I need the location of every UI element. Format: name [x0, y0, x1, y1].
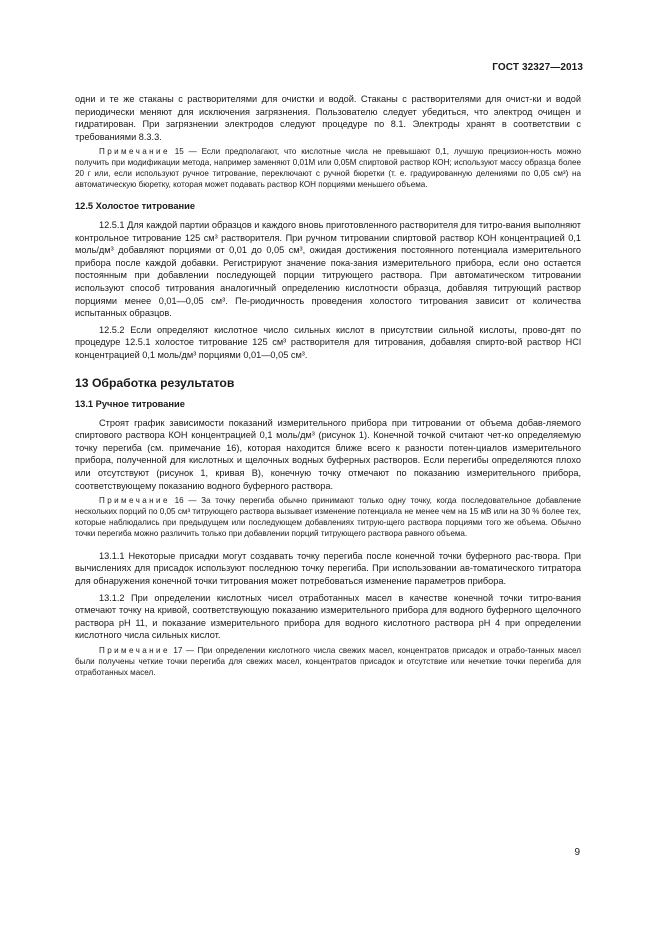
paragraph: Строят график зависимости показаний измерительного прибора при титровании от объема добав-ляемого спиртового раствора КОН концентрацией 0,1 моль/дм³ (рисунок 1). Конечной точкой считают чет-ко определяемую точку перегиба (см. примечание 16), которая находится ближе всего к разности потен-циалов измерительного прибора, полученной для кислотных и щелочных водных буферных растворов. Если перегибы определяются плохо или отсутствуют (рисунок 1, кривая В), конечную точку отмечают по показанию измерительного прибора, соответствующему показанию водного буферного раствора. [75, 417, 581, 491]
note-text: 16 — За точку перегиба обычно принимают только одну точку, когда последовательное добавление нескольких порций по 0,05 см³ титрующего раствора вызывает изменение потенциала не менее чем на 15 мВ или на 30 % более тех, которые наблюдались при предыдущем или последующем добавлениях титрую-щего раствора порциями того же объема. Обычно точки перегиба можно различить только при добавлении порций титрующего раствора равного объема. [75, 496, 581, 538]
note-label: Примечание [99, 645, 170, 655]
page-number: 9 [574, 847, 580, 858]
paragraph: 12.5.2 Если определяют кислотное число сильных кислот в присутствии сильной кислоты, прово-дят по процедуре 12.5.1 холостое титрование 125 см³ растворителя для титрования, добавляя спирто-вой раствор HCl концентрацией 0,1 моль/дм³ порциями 0,01—0,05 см³. [75, 324, 581, 360]
document-body [75, 93, 581, 689]
note-label: Примечание [99, 496, 170, 506]
note-label: Примечание [99, 147, 170, 157]
paragraph: 13.1.1 Некоторые присадки могут создавать точку перегиба после конечной точки буферного рас-твора. При вычислениях для присадок используют последнюю точку перегиба. При использовании ав-томатического титратора для обнаружения конечной точки титрования может потребоваться изменение параметров прибора. [75, 550, 581, 586]
section-heading: 13 Обработка результатов [75, 375, 235, 390]
note [75, 147, 581, 191]
note-text: 17 — При определении кислотного числа свежих масел, концентратов присадок и отрабо-танных масел были получены четкие точки перегиба для свежих масел, концентратов присадок и отсутствие или нечеткие точки перегиба для отработанных масел. [75, 645, 581, 677]
subsection-heading: 13.1 Ручное титрование [75, 398, 185, 409]
note [75, 496, 581, 540]
note-text: 15 — Если предполагают, что кислотные числа не превышают 0,1, лучшую прецизион-ность можно получить при модификации метода, например заменяют 0,01М или 0,05М спиртовой раствор КОН; используют массу образца более 20 г или, если используют ручное титрование, переключают с ручной бюретки (т. е. градуированную делениями по 0,05 см³) на автоматическую бюретку, которая может подавать раствор КОН порциями меньшего объема. [75, 147, 581, 190]
paragraph: 12.5.1 Для каждой партии образцов и каждого вновь приготовленного растворителя для титро-вания выполняют контрольное титрование 125 см³ растворителя. При ручном титровании спиртовой раствор КОН концентрацией 0,1 моль/дм³ добавляют порциями от 0,01 до 0,05 см³, ожидая достижения постоянного потенциала измерительного прибора после каждой добавки. Регистрируют значение пока-зания измерительного прибора, если оно остается постоянным при добавлении последующей порции титрующего раствора. При автоматическом титровании используют способ титрования аналогичный определению кислотности образца, добавляя титрующий раствор порциями менее 0,01—0,05 см³. Пе-риодичность проведения холостого титрования зависит от количества испытанных образцов. [75, 220, 581, 319]
standard-code: ГОСТ 32327—2013 [492, 62, 583, 73]
paragraph: одни и те же стаканы с растворителями для очистки и водой. Стаканы с растворителями для очист-ки и водой периодически меняют для исключения загрязнения. Пользователю следует убедиться, что электрод очищен и гидратирован. При загрязнении электродов следуют процедуре по 8.1. Электроды хранят в соответствии с требованиями 8.3.3. [75, 94, 581, 142]
note [75, 646, 581, 679]
subsection-heading: 12.5 Холостое титрование [75, 201, 196, 211]
paragraph: 13.1.2 При определении кислотных чисел отработанных масел в качестве конечной точки титро-вания отмечают точку на кривой, соответствующую показанию измерительного прибора для водного буферного щелочного раствора рН 11, и показание измерительного прибора для водного кислотного раствора рН 4 при определении кислотного числа сильных кислот. [75, 592, 581, 641]
